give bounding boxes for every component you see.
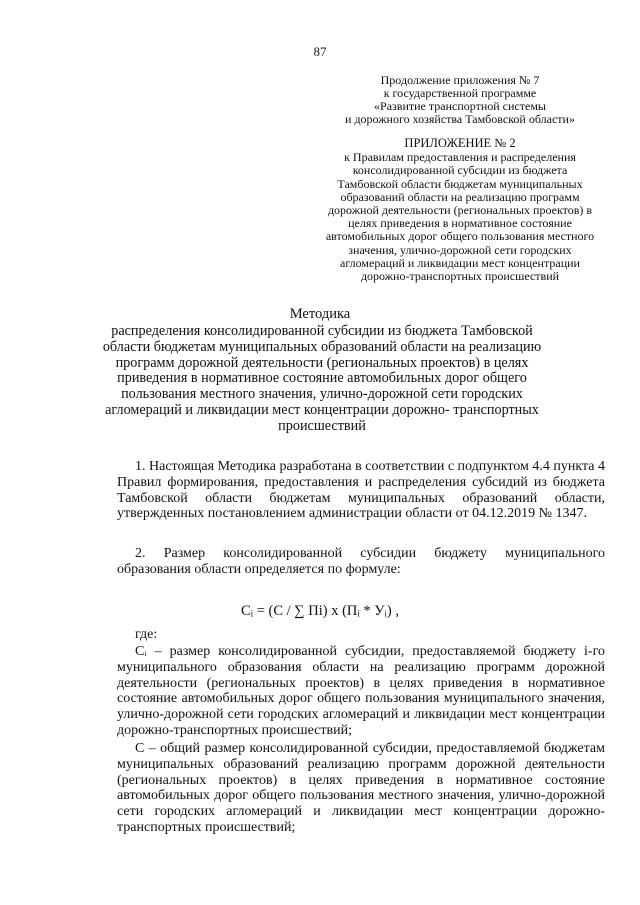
methodology-subtitle: распределения консолидированной субсидии из бюджета Тамбовской области бюджетам муниципальных образований области на реализацию программ дорожной деятельности (региональных проектов) в целях приведения в нормативное состояние автомобильных дорог общего пользования местного значения, улично-дорожной сети городских агломераций и ликвидации мест концентрации дорожно- транспортных происшествий <box>102 323 542 434</box>
definition-ci: Cᵢ – размер консолидированной субсидии, предоставляемой бюджету i-го муниципального образования области на реализацию программ дорожной деятельности (региональных проектов) в целях приведения в нормативное состояние автомобильных дорог общего пользования муниципального значения, улично-дорожной сети городских агломераций и ликвидации мест концентрации дорожно-транспортных происшествий; <box>117 644 605 738</box>
appendix-line: Тамбовской области бюджетам муниципальных <box>337 176 583 191</box>
definition-c: С – общий размер консолидированной субсидии, предоставляемой бюджетам муниципальных образований реализацию программ дорожной деятельности (региональных проектов) в целях приведения в нормативное состояние автомобильных дорог общего пользования местного значения, улично-дорожной сети городских агломераций и ликвидации мест концентрации дорожно-транспортных происшествий; <box>117 741 605 835</box>
paragraph-2: 2. Размер консолидированной субсидии бюджету муниципального образования области определяется по формуле: <box>117 546 605 577</box>
continuation-line: и дорожного хозяйства Тамбовской области» <box>345 112 575 126</box>
continuation-line: «Развитие транспортной системы <box>374 99 546 113</box>
appendix-line: автомобильных дорог общего пользования местного <box>325 229 595 244</box>
page-number: 87 <box>313 44 327 59</box>
continuation-line: Продолжение приложения № 7 <box>380 73 540 87</box>
appendix-line: целях приведения в нормативное состояние <box>348 216 572 231</box>
appendix-line: дорожной деятельности (региональных проектов) в <box>327 203 593 218</box>
appendix-line: значения, улично-дорожной сети городских <box>348 242 572 257</box>
appendix-line: дорожно-транспортных происшествий <box>360 269 560 284</box>
appendix-header <box>300 137 620 283</box>
appendix-title: ПРИЛОЖЕНИЕ № 2 <box>404 136 516 150</box>
formula: Cᵢ = (C / ∑ Пi) х (Пᵢ * Уᵢ) , <box>241 603 399 619</box>
appendix-line: образований области на реализацию программ <box>340 189 580 204</box>
appendix-line: к Правилам предоставления и распределения <box>344 150 576 165</box>
appendix-line: агломераций и ликвидации мест концентрации <box>340 255 580 270</box>
paragraph-1: 1. Настоящая Методика разработана в соответствии с подпунктом 4.4 пункта 4 Правил формирования, предоставления и распределения субсидий из бюджета Тамбовской области бюджетам муниципальных образований области, утвержденных постановлением администрации области от 04.12.2019 № 1347. <box>117 459 605 522</box>
continuation-line: к государственной программе <box>383 86 537 100</box>
where-label: где: <box>135 627 158 642</box>
continuation-header <box>300 74 620 126</box>
appendix-line: консолидированной субсидии из бюджета <box>352 163 568 178</box>
methodology-title: Методика <box>289 306 351 322</box>
